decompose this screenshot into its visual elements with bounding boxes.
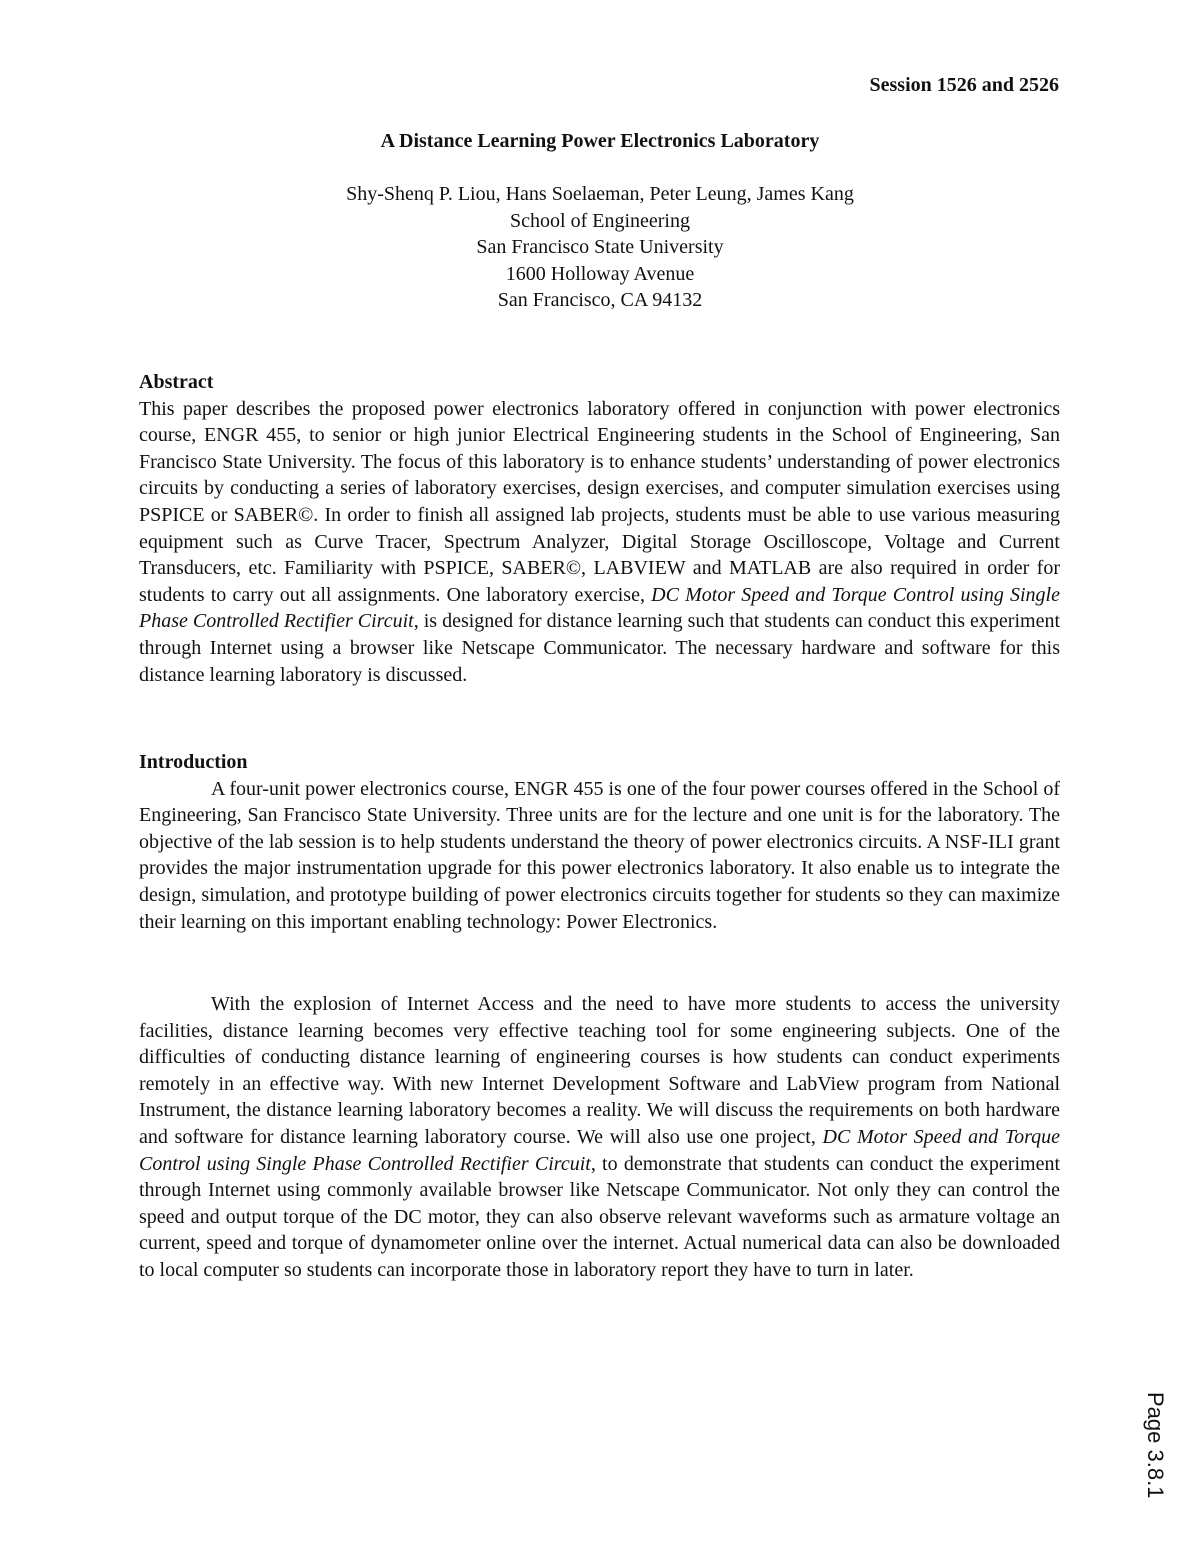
introduction-p2-text-start: With the explosion of Internet Access and the need to have more students to access the university facilities, distance learning becomes very effective teaching tool for some engineering subjects. One of the difficulties of conducting distance learning of engineering courses is how students can conduct experiments remotely in an effective way. With new Internet Development Software and LabView program from National Instrument, the distance learning laboratory becomes a reality. We will discuss the requirements on both hardware and software for distance learning laboratory course. We will also use one project, [139, 993, 1060, 1148]
paper-title: A Distance Learning Power Electronics Laboratory [380, 130, 820, 152]
introduction-project-title: DC Motor Speed and Torque Control using Single Phase Controlled Rectifier Circuit [139, 1125, 1060, 1175]
affiliation-school: School of Engineering [510, 209, 690, 232]
page-number: Page 3.8.1 [1143, 1392, 1168, 1499]
author-block [0, 181, 1200, 314]
abstract-exercise-title: DC Motor Speed and Torque Control using Single Phase Controlled Rectifier Circuit [139, 583, 1060, 633]
affiliation-street: 1600 Holloway Avenue [505, 262, 695, 285]
affiliation-city: San Francisco, CA 94132 [497, 289, 703, 311]
introduction-p2-text-end: , to demonstrate that students can conduct the experiment through Internet using commonly available browser like Netscape Communicator. Not only they can control the speed and output torque of the DC motor, they can also observe relevant waveforms such as armature voltage an current, speed and torque of dynamometer online over the internet. Actual numerical data can also be downloaded to local computer so students can incorporate those in laboratory report they have to turn in later. [139, 1152, 1061, 1281]
abstract-section [139, 369, 1060, 688]
author-names: Shy-Shenq P. Liou, Hans Soelaeman, Peter Leung, James Kang [346, 183, 854, 205]
abstract-text-start: This paper describes the proposed power electronics laboratory offered in conjunction with power electronics course, ENGR 455, to senior or high junior Electrical Engineering students in the School of Engineering, San Francisco State University. The focus of this laboratory is to enhance students’ understanding of power electronics circuits by conducting a series of laboratory exercises, design exercises, and computer simulation exercises using PSPICE or SABER©. In order to finish all assigned lab projects, students must be able to use various measuring equipment such as Curve Tracer, Spectrum Analyzer, Digital Storage Oscilloscope, Voltage and Current Transducers, etc. Familiarity with PSPICE, SABER©, LABVIEW and MATLAB are also required in order for students to carry out all assignments. One laboratory exercise, [139, 397, 1060, 606]
introduction-section [139, 749, 1060, 935]
introduction-paragraph-2-block [139, 991, 1060, 1284]
abstract-heading: Abstract [139, 371, 214, 393]
abstract-text-end: , is designed for distance learning such that students can conduct this experiment through Internet using a browser like Netscape Communicator. The necessary hardware and software for this distance learning laboratory is discussed. [139, 610, 1060, 686]
introduction-heading: Introduction [139, 751, 248, 773]
page-number-container [1143, 1392, 1200, 1532]
introduction-paragraph-2 [139, 991, 1060, 1284]
session-label: Session 1526 and 2526 [869, 74, 1059, 96]
introduction-paragraph-1: A four-unit power electronics course, ENGR 455 is one of the four power courses offered in the School of Engineering, San Francisco State University. Three units are for the lecture and one unit is for the laboratory. The objective of the lab session is to help students understand the theory of power electronics circuits. A NSF-ILI grant provides the major instrumentation upgrade for this power electronics laboratory. It also enable us to integrate the design, simulation, and prototype building of power electronics circuits together for students so they can maximize their learning on this important enabling technology: Power Electronics. [139, 777, 1060, 933]
abstract-paragraph [139, 396, 1060, 689]
affiliation-university: San Francisco State University [476, 236, 724, 258]
